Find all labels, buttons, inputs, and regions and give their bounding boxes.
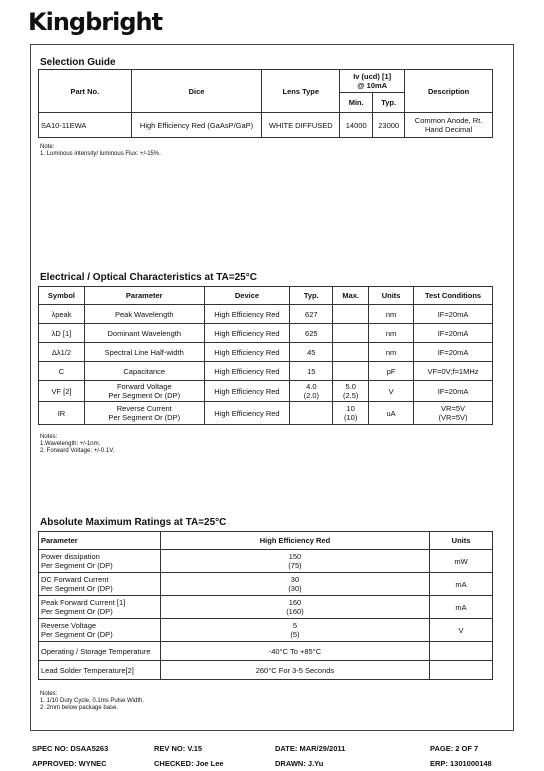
selection-note-label: Note: <box>40 144 55 150</box>
elec-cond-line1: VF=0V;f=1MHz <box>427 366 479 376</box>
elec-typ <box>290 305 333 324</box>
sel-header-iv <box>340 70 405 93</box>
footer-date: DATE: MAR/29/2011 <box>275 744 346 753</box>
elec-typ-line2: (2.0) <box>303 391 319 400</box>
elec-typ-line1: 15 <box>307 366 316 376</box>
absolute-table <box>38 531 493 680</box>
elec-param-line1: Forward Voltage <box>116 382 172 391</box>
abs-value-line1: -40°C To +85°C <box>268 646 322 656</box>
abs-value-line2: (5) <box>290 630 300 639</box>
abs-parameter <box>39 573 161 596</box>
elec-cond-line1: IF=20mA <box>437 309 469 319</box>
footer-rev: REV NO: V.15 <box>154 744 203 753</box>
elec-max-line2: (2.5) <box>342 391 359 400</box>
electrical-notes <box>40 434 114 455</box>
elec-param-line1: Spectral Line Half-width <box>104 347 184 357</box>
table-row <box>39 619 493 642</box>
sel-header-iv-cond: @ 10mA <box>357 81 388 90</box>
abs-value-line1: 160 <box>288 598 302 607</box>
abs-value-line1: 260°C For 3-5 Seconds <box>255 665 335 675</box>
abs-parameter <box>39 550 161 573</box>
elec-units: nm <box>369 324 414 343</box>
abs-param-line2: Per Segment Or (DP) <box>41 607 113 616</box>
elec-typ <box>290 343 333 362</box>
abs-param-line2: Per Segment Or (DP) <box>41 584 113 593</box>
abs-units: mA <box>430 573 493 596</box>
elec-cond-line2: (VR=5V) <box>438 413 468 422</box>
elec-parameter <box>84 324 204 343</box>
elec-parameter <box>84 381 204 402</box>
elec-parameter <box>84 343 204 362</box>
selection-note-1: 1. Luminous intensity/ luminous Flux: +/-15%. <box>40 151 161 157</box>
sel-desc <box>405 113 493 138</box>
elec-param-line1: Dominant Wavelength <box>107 328 181 338</box>
electrical-note-1: 1.Wavelength: +/-1nm. <box>40 441 101 447</box>
abs-header-1: High Efficiency Red <box>160 532 429 550</box>
elec-units: pF <box>369 362 414 381</box>
brand-logo: Kingbright <box>28 8 163 36</box>
elec-param-line2: Per Segment Or (DP) <box>108 391 181 400</box>
elec-symbol: VF [2] <box>39 381 85 402</box>
footer-checked: CHECKED: Joe Lee <box>154 759 224 768</box>
elec-header-6: Test Conditions <box>414 287 493 305</box>
table-row <box>39 362 493 381</box>
table-row <box>39 661 493 680</box>
footer-erp: ERP: 1301000148 <box>430 759 492 768</box>
sel-header-desc: Description <box>405 70 493 113</box>
elec-cond-line1: IF=20mA <box>437 386 469 396</box>
elec-typ-line1: 4.0 <box>306 382 317 391</box>
abs-header-2: Units <box>430 532 493 550</box>
selection-table <box>38 69 493 138</box>
abs-value <box>160 550 429 573</box>
table-row <box>39 642 493 661</box>
sel-header-part: Part No. <box>39 70 132 113</box>
footer-approved: APPROVED: WYNEC <box>32 759 107 768</box>
abs-param-line2: Per Segment Or (DP) <box>41 561 113 570</box>
elec-device: High Efficiency Red <box>204 362 290 381</box>
abs-param-line1: Operating / Storage Temperature <box>41 646 151 656</box>
sel-header-min: Min. <box>340 93 373 113</box>
elec-units: nm <box>369 305 414 324</box>
table-row <box>39 596 493 619</box>
abs-value-line1: 150 <box>288 552 302 561</box>
absolute-notes <box>40 691 144 712</box>
abs-param-line1: Power dissipation <box>41 552 100 561</box>
abs-value <box>160 573 429 596</box>
elec-max <box>333 324 369 343</box>
elec-parameter <box>84 402 204 425</box>
absolute-title: Absolute Maximum Ratings at TA=25°C <box>40 517 227 528</box>
elec-typ-line1: 45 <box>307 347 316 357</box>
sel-header-dice: Dice <box>131 70 262 113</box>
abs-param-line1: Lead Solder Temperature[2] <box>41 665 134 675</box>
abs-units: mW <box>430 550 493 573</box>
elec-header-2: Device <box>204 287 290 305</box>
elec-units: nm <box>369 343 414 362</box>
abs-parameter <box>39 661 161 680</box>
elec-typ <box>290 402 333 425</box>
elec-param-line1: Reverse Current <box>116 404 172 413</box>
elec-symbol: IR <box>39 402 85 425</box>
absolute-note-label: Notes: <box>40 691 58 697</box>
elec-max <box>333 362 369 381</box>
elec-header-0: Symbol <box>39 287 85 305</box>
abs-value-line2: (30) <box>288 584 302 593</box>
sel-dice: High Efficiency Red (GaAsP/GaP) <box>131 113 262 138</box>
elec-condition <box>414 324 493 343</box>
abs-value <box>160 596 429 619</box>
elec-max-line1: 5.0 <box>345 382 356 391</box>
abs-parameter <box>39 596 161 619</box>
elec-max-line1: 10 <box>346 404 355 413</box>
elec-condition <box>414 343 493 362</box>
elec-cond-line1: VR=5V <box>441 404 466 413</box>
table-row <box>39 550 493 573</box>
elec-param-line1: Capacitance <box>123 366 166 376</box>
electrical-title: Electrical / Optical Characteristics at TA=25°C <box>40 272 257 283</box>
elec-device: High Efficiency Red <box>204 305 290 324</box>
elec-cond-line1: IF=20mA <box>437 328 469 338</box>
elec-max <box>333 343 369 362</box>
table-row <box>39 402 493 425</box>
elec-symbol: λD [1] <box>39 324 85 343</box>
elec-condition <box>414 381 493 402</box>
elec-max <box>333 381 369 402</box>
abs-value-line2: (75) <box>288 561 302 570</box>
elec-max <box>333 402 369 425</box>
elec-condition <box>414 305 493 324</box>
elec-device: High Efficiency Red <box>204 324 290 343</box>
elec-condition <box>414 402 493 425</box>
abs-param-line2: Per Segment Or (DP) <box>41 630 113 639</box>
elec-header-4: Max. <box>333 287 369 305</box>
abs-parameter <box>39 642 161 661</box>
abs-parameter <box>39 619 161 642</box>
elec-condition <box>414 362 493 381</box>
selection-title: Selection Guide <box>40 57 116 68</box>
electrical-note-2: 2. Forward Voltage: +/-0.1V. <box>40 448 115 454</box>
sel-typ: 23000 <box>373 113 405 138</box>
absolute-note-1: 1. 1/10 Duty Cycle, 0.1ms Pulse Width. <box>40 698 145 704</box>
elec-typ-line1: 625 <box>305 328 318 338</box>
elec-symbol: Δλ1/2 <box>39 343 85 362</box>
elec-parameter <box>84 362 204 381</box>
footer-spec: SPEC NO: DSAA5263 <box>32 744 109 753</box>
footer-drawn: DRAWN: J.Yu <box>275 759 324 768</box>
selection-notes <box>40 144 161 158</box>
sel-header-iv-label: Iv (ucd) [1] <box>353 72 392 81</box>
abs-units: V <box>430 619 493 642</box>
elec-param-line2: Per Segment Or (DP) <box>108 413 181 422</box>
abs-param-line1: DC Forward Current <box>41 575 109 584</box>
table-row <box>39 573 493 596</box>
abs-value-line1: 5 <box>292 621 298 630</box>
abs-value <box>160 642 429 661</box>
elec-symbol: λpeak <box>39 305 85 324</box>
sel-header-typ: Typ. <box>373 93 405 113</box>
sel-min: 14000 <box>340 113 373 138</box>
sel-desc-line1: Common Anode, Rt. <box>414 116 483 125</box>
elec-param-line1: Peak Wavelength <box>114 309 174 319</box>
sel-header-lens: Lens Type <box>262 70 340 113</box>
sel-part: SA10-11EWA <box>39 113 132 138</box>
elec-typ <box>290 324 333 343</box>
absolute-note-2: 2. 2mm below package base. <box>40 705 119 711</box>
abs-value-line1: 30 <box>290 575 300 584</box>
elec-header-3: Typ. <box>290 287 333 305</box>
electrical-table <box>38 286 493 425</box>
abs-param-line1: Reverse Voltage <box>41 621 97 630</box>
elec-typ <box>290 381 333 402</box>
table-row <box>39 381 493 402</box>
electrical-note-label: Notes: <box>40 434 58 440</box>
table-row <box>39 324 493 343</box>
abs-units <box>430 661 493 680</box>
abs-units <box>430 642 493 661</box>
table-row <box>39 305 493 324</box>
elec-device: High Efficiency Red <box>204 402 290 425</box>
abs-units: mA <box>430 596 493 619</box>
sel-lens: WHITE DIFFUSED <box>262 113 340 138</box>
elec-units: V <box>369 381 414 402</box>
table-row <box>39 343 493 362</box>
elec-units: uA <box>369 402 414 425</box>
abs-value <box>160 619 429 642</box>
abs-param-line1: Peak Forward Current [1] <box>41 598 126 607</box>
elec-max <box>333 305 369 324</box>
elec-device: High Efficiency Red <box>204 381 290 402</box>
elec-device: High Efficiency Red <box>204 343 290 362</box>
elec-max-line2: (10) <box>344 413 358 422</box>
elec-symbol: C <box>39 362 85 381</box>
sel-desc-line2: Hand Decimal <box>425 125 473 134</box>
elec-header-1: Parameter <box>84 287 204 305</box>
elec-typ-line1: 627 <box>305 309 318 319</box>
abs-value-line2: (160) <box>286 607 304 616</box>
footer-page: PAGE: 2 OF 7 <box>430 744 479 753</box>
elec-cond-line1: IF=20mA <box>437 347 469 357</box>
abs-value <box>160 661 429 680</box>
elec-header-5: Units <box>369 287 414 305</box>
elec-typ <box>290 362 333 381</box>
elec-parameter <box>84 305 204 324</box>
abs-header-0: Parameter <box>39 532 161 550</box>
